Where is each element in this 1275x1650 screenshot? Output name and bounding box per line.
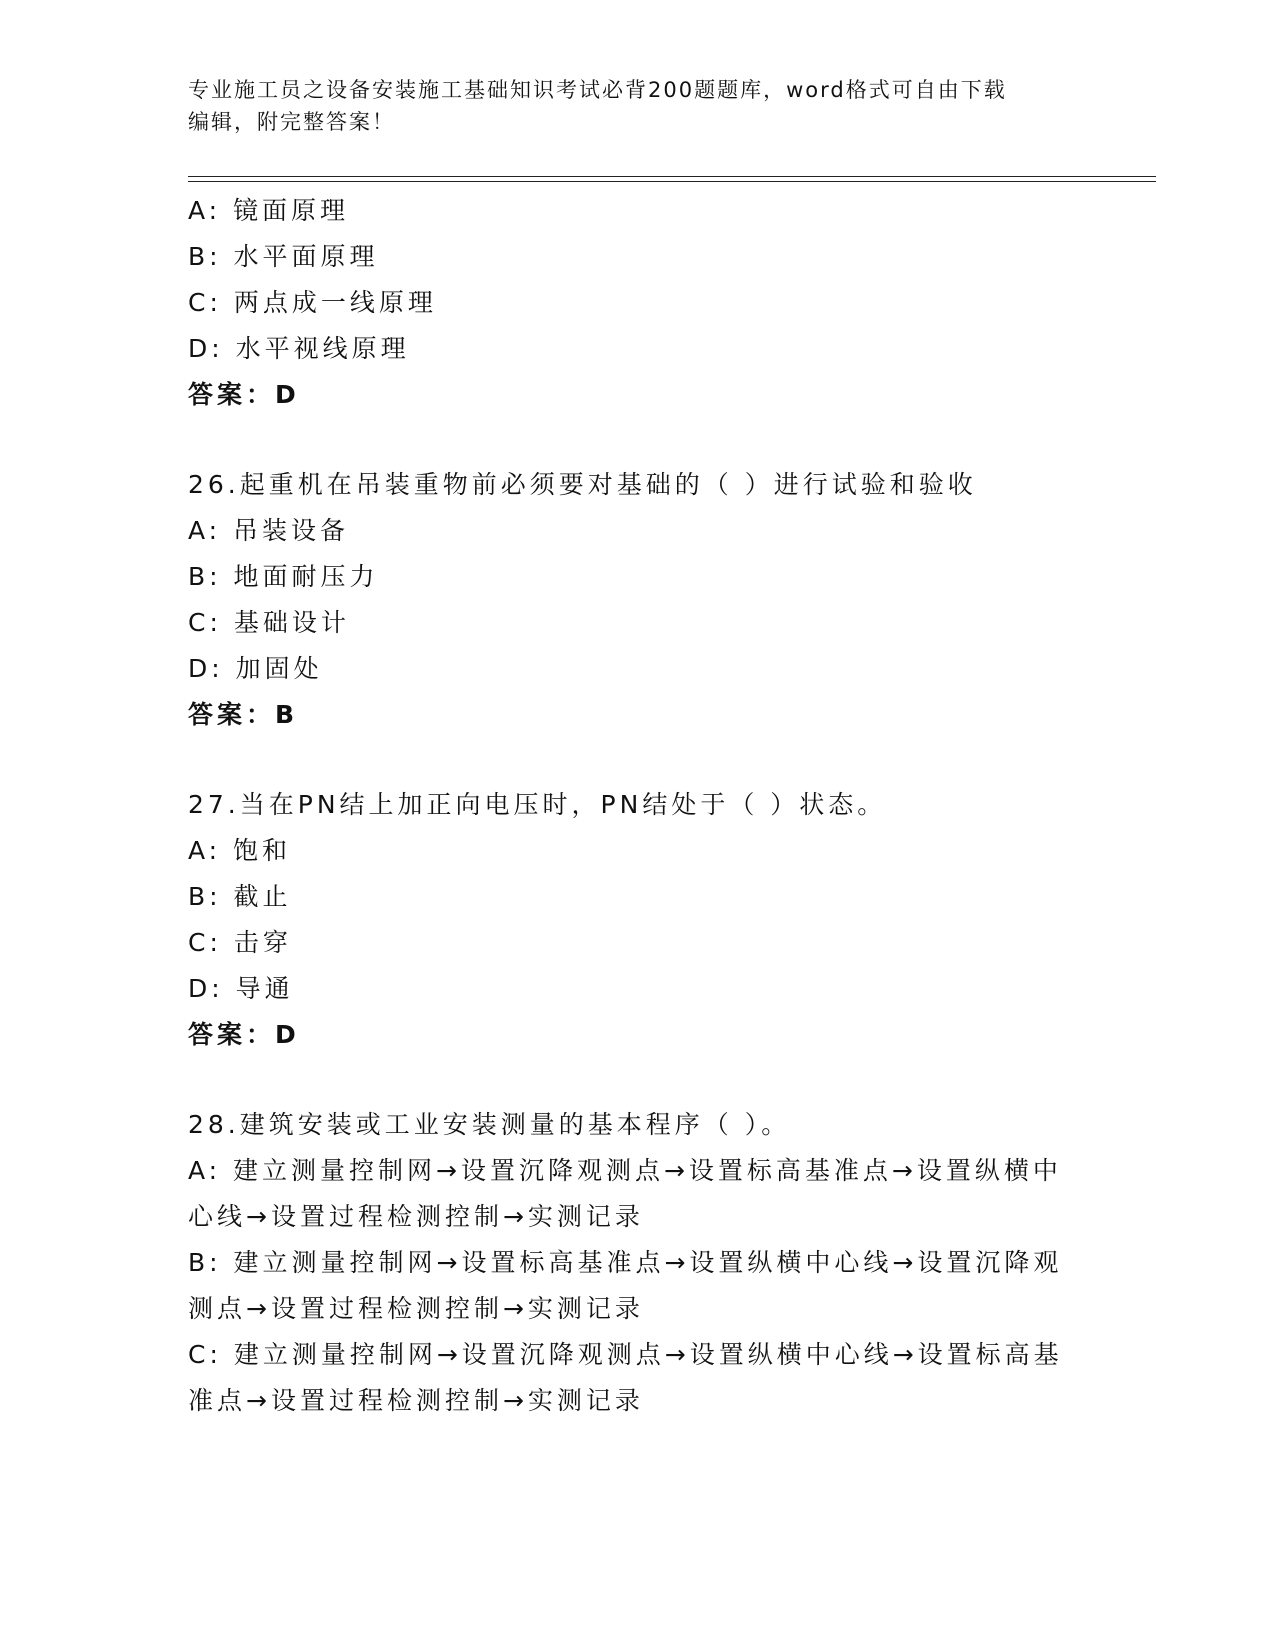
option-b: B: 水平面原理 <box>188 242 379 271</box>
question-list <box>188 188 1088 1424</box>
option-d: D: 导通 <box>188 974 294 1003</box>
answer: 答案：D <box>188 1020 300 1049</box>
spacer <box>188 1058 1088 1102</box>
option-c: C: 基础设计 <box>188 608 350 637</box>
header-rule-top <box>188 176 1156 177</box>
option-b: B: 建立测量控制网→设置标高基准点→设置纵横中心线→设置沉降观测点→设置过程检测控制→实测记录 <box>188 1248 1063 1323</box>
answer: 答案：B <box>188 700 299 729</box>
option-a: A: 建立测量控制网→设置沉降观测点→设置标高基准点→设置纵横中心线→设置过程检测控制→实测记录 <box>188 1156 1062 1231</box>
question-text: 26.起重机在吊装重物前必须要对基础的（ ）进行试验和验收 <box>188 470 977 499</box>
header-line-2: 编辑，附完整答案！ <box>188 110 395 134</box>
option-b: B: 地面耐压力 <box>188 562 379 591</box>
option-a: A: 镜面原理 <box>188 196 350 225</box>
spacer <box>188 418 1088 462</box>
spacer <box>188 738 1088 782</box>
option-c: C: 建立测量控制网→设置沉降观测点→设置纵横中心线→设置标高基准点→设置过程检测控制→实测记录 <box>188 1340 1063 1415</box>
header-line-1: 专业施工员之设备安装施工基础知识考试必背200题题库，word格式可自由下载 <box>188 78 1007 102</box>
question-26 <box>188 462 1088 738</box>
option-c: C: 击穿 <box>188 928 292 957</box>
option-a: A: 吊装设备 <box>188 516 350 545</box>
option-b: B: 截止 <box>188 882 292 911</box>
question-25 <box>188 188 1088 418</box>
option-d: D: 加固处 <box>188 654 323 683</box>
document-header <box>188 74 1088 138</box>
question-text: 27.当在PN结上加正向电压时，PN结处于（ ）状态。 <box>188 790 887 819</box>
option-c: C: 两点成一线原理 <box>188 288 437 317</box>
answer: 答案：D <box>188 380 300 409</box>
question-text: 28.建筑安装或工业安装测量的基本程序（ ）。 <box>188 1110 791 1139</box>
question-28 <box>188 1102 1088 1424</box>
option-a: A: 饱和 <box>188 836 292 865</box>
header-rule-bottom <box>188 181 1156 182</box>
option-d: D: 水平视线原理 <box>188 334 410 363</box>
question-27 <box>188 782 1088 1058</box>
